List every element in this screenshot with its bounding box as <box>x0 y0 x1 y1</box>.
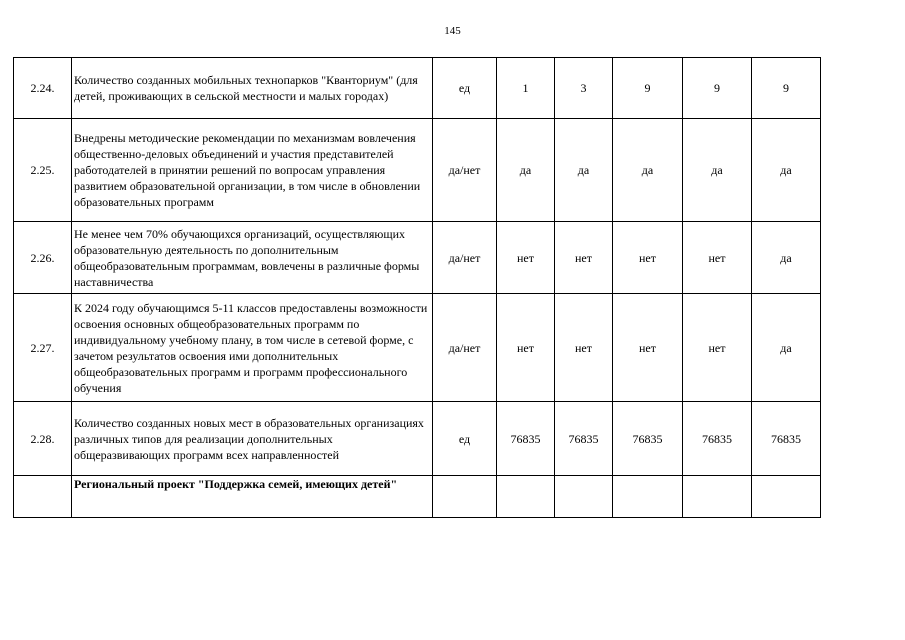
empty-cell <box>555 476 613 518</box>
row-value: нет <box>613 222 683 294</box>
row-description: Внедрены методические рекомендации по механизмам вовлечения общественно-деловых объединений и участия представителей работодателей в принятии решений по вопросам управления развитием образовательной организации, в том числе в обновлении образовательных программ <box>72 119 433 222</box>
row-value: нет <box>555 222 613 294</box>
empty-cell <box>433 476 497 518</box>
table-row <box>14 58 821 119</box>
row-value: да <box>683 119 752 222</box>
row-value: да <box>613 119 683 222</box>
row-number: 2.26. <box>14 222 72 294</box>
row-description: К 2024 году обучающимся 5-11 классов предоставлены возможности освоения основных общеобразовательных программ по индивидуальному учебному плану, в том числе в сетевой форме, с зачетом результатов освоения ими дополнительных общеобразовательных программ и программ профессионального обучения <box>72 294 433 402</box>
row-number: 2.25. <box>14 119 72 222</box>
table-row <box>14 402 821 476</box>
table-row <box>14 119 821 222</box>
row-number: 2.24. <box>14 58 72 119</box>
row-unit: ед <box>433 58 497 119</box>
row-value: 3 <box>555 58 613 119</box>
row-value: нет <box>497 294 555 402</box>
row-value: нет <box>555 294 613 402</box>
row-value: нет <box>683 222 752 294</box>
row-value: 9 <box>683 58 752 119</box>
row-description: Количество созданных мобильных технопарков "Кванториум" (для детей, проживающих в сельской местности и малых городах) <box>72 58 433 119</box>
row-value: 9 <box>752 58 821 119</box>
section-row <box>14 476 821 518</box>
row-value: 76835 <box>752 402 821 476</box>
row-value: 1 <box>497 58 555 119</box>
empty-cell <box>613 476 683 518</box>
row-unit: да/нет <box>433 294 497 402</box>
row-unit: да/нет <box>433 222 497 294</box>
row-number: 2.28. <box>14 402 72 476</box>
indicators-table <box>13 57 821 518</box>
row-value: 76835 <box>613 402 683 476</box>
page-number: 145 <box>444 25 461 37</box>
row-value: да <box>555 119 613 222</box>
row-value: нет <box>497 222 555 294</box>
row-value: нет <box>683 294 752 402</box>
row-value: да <box>752 294 821 402</box>
row-value: 9 <box>613 58 683 119</box>
row-value: да <box>497 119 555 222</box>
table-row <box>14 222 821 294</box>
table-row <box>14 294 821 402</box>
section-number-cell <box>14 476 72 518</box>
row-value: 76835 <box>683 402 752 476</box>
row-unit: ед <box>433 402 497 476</box>
empty-cell <box>497 476 555 518</box>
row-value: 76835 <box>555 402 613 476</box>
row-unit: да/нет <box>433 119 497 222</box>
empty-cell <box>683 476 752 518</box>
empty-cell <box>752 476 821 518</box>
row-value: 76835 <box>497 402 555 476</box>
row-description: Количество созданных новых мест в образовательных организациях различных типов для реализации дополнительных общеразвивающих программ всех направленностей <box>72 402 433 476</box>
row-value: да <box>752 222 821 294</box>
row-value: нет <box>613 294 683 402</box>
section-title: Региональный проект "Поддержка семей, имеющих детей" <box>72 476 433 518</box>
row-number: 2.27. <box>14 294 72 402</box>
row-value: да <box>752 119 821 222</box>
row-description: Не менее чем 70% обучающихся организаций, осуществляющих образовательную деятельность по дополнительным общеобразовательным программам, вовлечены в различные формы наставничества <box>72 222 433 294</box>
